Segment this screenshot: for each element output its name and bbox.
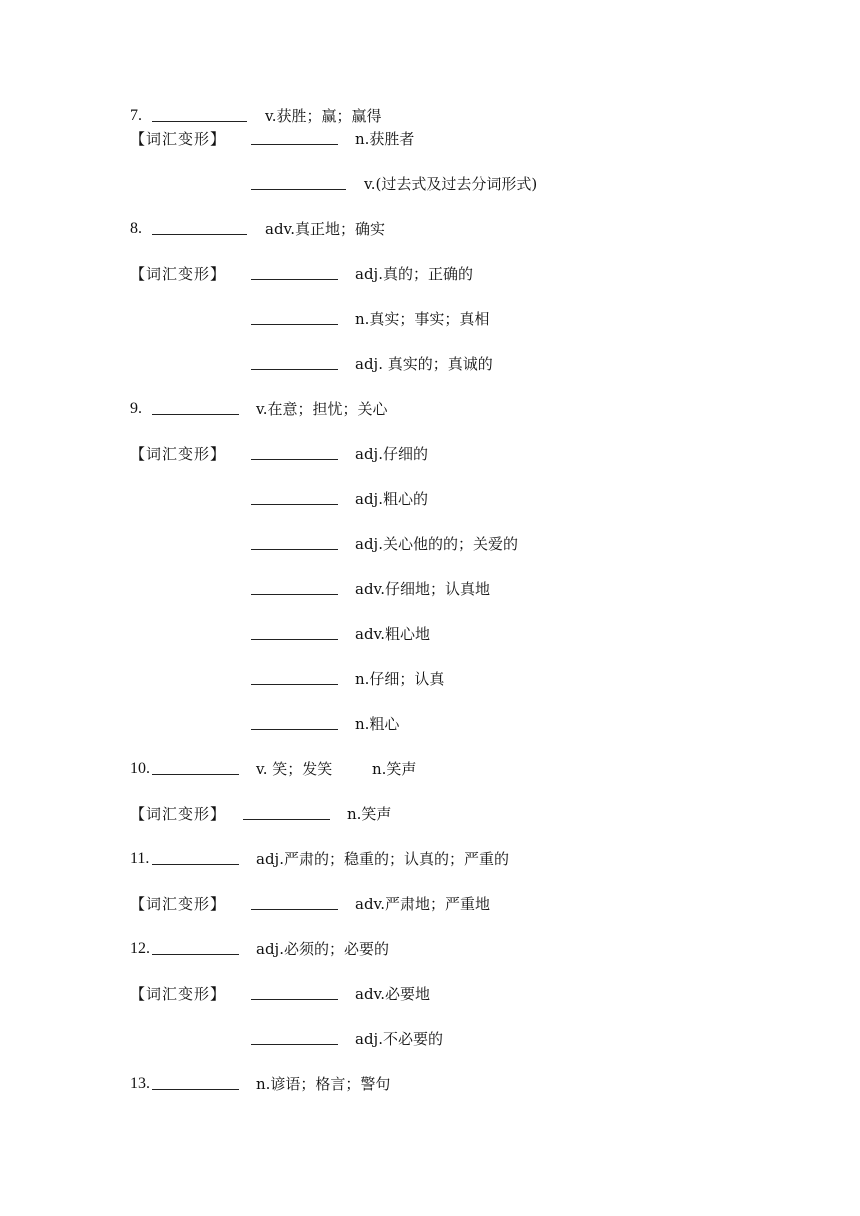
word-form-label: 【词汇变形】: [130, 805, 227, 823]
answer-blank[interactable]: [251, 729, 338, 730]
answer-blank[interactable]: [152, 414, 239, 415]
form-definition: n.笑声: [347, 805, 392, 823]
form-definition: adj. 真实的；真诚的: [355, 355, 493, 373]
answer-blank[interactable]: [243, 819, 330, 820]
answer-blank[interactable]: [251, 369, 338, 370]
answer-blank[interactable]: [152, 954, 239, 955]
form-definition: adj.仔细的: [355, 445, 428, 463]
form-definition: n.获胜者: [355, 130, 415, 148]
answer-blank[interactable]: [251, 1044, 338, 1045]
item-definition: adv.真正地；确实: [265, 220, 386, 238]
form-definition: n.真实；事实；真相: [355, 310, 490, 328]
item-number: 9.: [130, 400, 142, 417]
word-form-label: 【词汇变形】: [130, 895, 227, 913]
form-definition: v.(过去式及过去分词形式): [364, 175, 538, 193]
item-number: 13.: [130, 1075, 150, 1092]
answer-blank[interactable]: [251, 189, 346, 190]
answer-blank[interactable]: [251, 594, 338, 595]
item-definition: v.获胜；赢；赢得: [265, 107, 382, 125]
form-definition: adj.粗心的: [355, 490, 428, 508]
item-number: 11.: [130, 850, 150, 867]
item-number: 7.: [130, 107, 142, 124]
form-definition: adv.必要地: [355, 985, 431, 1003]
answer-blank[interactable]: [152, 234, 247, 235]
item-definition: n.谚语；格言；警句: [256, 1075, 391, 1093]
item-number: 10.: [130, 760, 150, 777]
form-definition: adv.严肃地；严重地: [355, 895, 491, 913]
item-number: 8.: [130, 220, 142, 237]
form-definition: adj.关心他的的；关爱的: [355, 535, 518, 553]
answer-blank[interactable]: [251, 459, 338, 460]
answer-blank[interactable]: [152, 774, 239, 775]
answer-blank[interactable]: [251, 549, 338, 550]
item-number: 12.: [130, 940, 150, 957]
answer-blank[interactable]: [251, 639, 338, 640]
answer-blank[interactable]: [251, 684, 338, 685]
form-definition: n.粗心: [355, 715, 400, 733]
item-definition: adj.严肃的；稳重的；认真的；严重的: [256, 850, 509, 868]
item-definition: v. 笑；发笑: [256, 760, 333, 778]
answer-blank[interactable]: [251, 144, 338, 145]
form-definition: n.仔细；认真: [355, 670, 445, 688]
form-definition: adv.仔细地；认真地: [355, 580, 491, 598]
answer-blank[interactable]: [152, 121, 247, 122]
form-definition: adv.粗心地: [355, 625, 431, 643]
item-definition: adj.必须的；必要的: [256, 940, 389, 958]
item-definition: v.在意；担忧；关心: [256, 400, 388, 418]
word-form-label: 【词汇变形】: [130, 445, 227, 463]
answer-blank[interactable]: [251, 504, 338, 505]
form-definition: adj.不必要的: [355, 1030, 443, 1048]
answer-blank[interactable]: [251, 324, 338, 325]
answer-blank[interactable]: [152, 864, 239, 865]
form-definition: adj.真的；正确的: [355, 265, 473, 283]
item-definition-noun: n.笑声: [372, 760, 417, 778]
word-form-label: 【词汇变形】: [130, 265, 227, 283]
word-form-label: 【词汇变形】: [130, 985, 227, 1003]
answer-blank[interactable]: [251, 999, 338, 1000]
answer-blank[interactable]: [251, 909, 338, 910]
answer-blank[interactable]: [251, 279, 338, 280]
answer-blank[interactable]: [152, 1089, 239, 1090]
word-form-label: 【词汇变形】: [130, 130, 227, 148]
